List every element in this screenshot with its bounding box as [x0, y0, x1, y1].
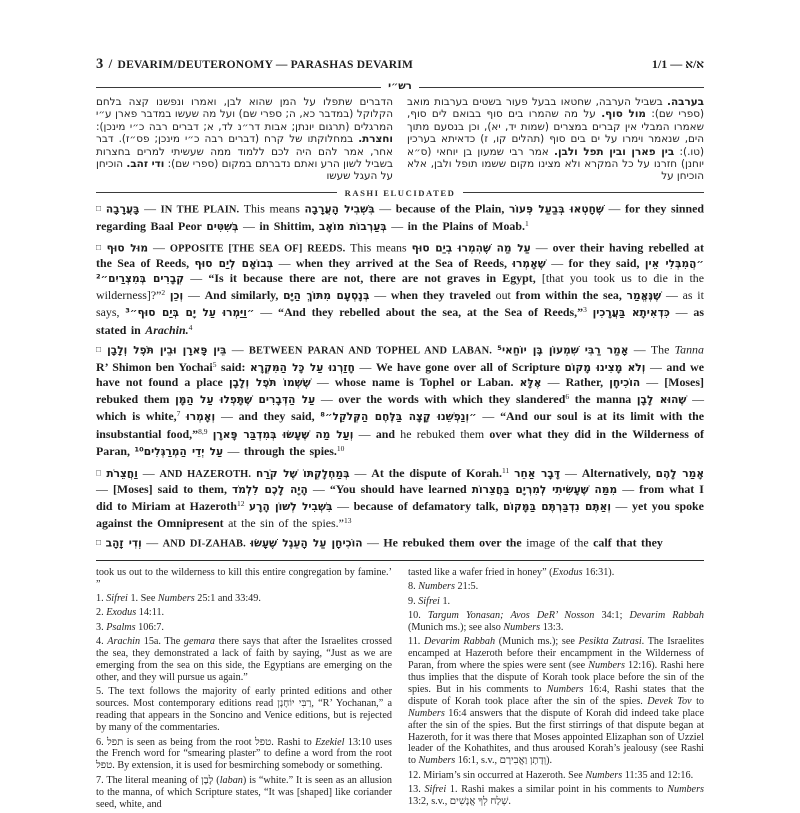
text-segment: —	[622, 481, 635, 496]
hebrew-text: אָמַר רַבִּי שִׁמְעוֹן בֶּן יוֹחַאי⁵	[497, 344, 629, 357]
text-segment: yet you spoke against the Omnipresent	[96, 498, 704, 531]
hebrew-text: אֶלָּא	[519, 377, 542, 390]
text-segment: —	[535, 240, 548, 255]
footnote: 8. Numbers 21:5.	[408, 581, 479, 593]
elucidation-paragraph	[96, 201, 704, 235]
text-segment: —	[692, 392, 704, 407]
parashah-title: PARASHAS DEVARIM	[290, 59, 414, 71]
footnote: took us out to the wilderness to kill this entire congregation by famine.’ ”	[96, 566, 392, 590]
text-segment: Rather,	[565, 375, 604, 390]
text-segment: —	[665, 288, 678, 303]
text-segment: This means	[243, 201, 300, 216]
footnote: tasted like a wafer fried in honey” (Exodus 16:31).	[408, 566, 615, 578]
text-segment: Tanna	[674, 342, 704, 357]
footnote: 4. Arachin 15a. The gemara there says that after the Israelites crossed the sea, they demonstrated a lack of faith by saying, “Just as we are emerging from the sea on this side, the Egyptians are emerging on the other, and they will pursue us again.”	[96, 636, 392, 683]
hebrew-text: וְאַתֶּם נִדְבַּרְתֶּם בַּמָּקוֹם	[502, 500, 611, 513]
text-segment: and	[375, 426, 395, 441]
text-segment: —	[227, 443, 240, 458]
rashi-hebrew-block	[96, 96, 704, 183]
footnote-reference: 3	[583, 305, 587, 315]
divider-line	[96, 87, 381, 88]
footnote-reference: 4	[188, 322, 193, 332]
text-segment: This means	[350, 240, 407, 255]
text-segment: —	[551, 256, 564, 271]
text-segment: when they arrived at the Sea of Reeds,	[295, 256, 508, 271]
footnote-reference: 13	[343, 516, 352, 526]
text-segment: as stated in	[96, 305, 704, 337]
text-segment: —	[146, 535, 159, 550]
text-segment: He rebuked them over the	[383, 535, 522, 550]
text-segment: —	[374, 288, 387, 303]
header-dash: —	[275, 59, 288, 71]
hebrew-text: בְּשִׁטִּים	[206, 221, 239, 234]
text-segment: —	[320, 392, 333, 407]
text-segment: in Shittim,	[259, 219, 315, 234]
paragraph-marker-icon: □	[96, 343, 102, 354]
text-segment: in the Plains of Moab.	[407, 219, 525, 234]
hebrew-text: בְּבוֹאָם לְיַם סוּף	[194, 258, 274, 271]
footnote: 1. Sifrei 1. See Numbers 25:1 and 33:49.	[96, 593, 261, 605]
text-segment: —	[391, 219, 404, 234]
hebrew-text: ״וַיַּמְרוּ עַל יָם בְּיַם סוּף״³	[125, 307, 255, 320]
text-segment: —	[359, 360, 372, 375]
hebrew-text: במחלוקתו של קרח (דברים רבה כ״י מינכן; פס״ז). דבר אחר, אמר להם היה לכם ללמוד ממה שעשיתי למרים בחצרות בשביל לשון הרע ואתם נדברתם במקום (ספרי שם):	[96, 133, 393, 171]
text-segment: image of the	[526, 535, 589, 550]
text-segment: from within the sea,	[515, 288, 622, 303]
footnote-column-right	[408, 567, 704, 813]
hebrew-text: וַחֲצֵרֹת	[106, 467, 138, 480]
divider-line	[419, 87, 704, 88]
footnote: 9. Sifrei 1.	[408, 595, 451, 607]
footnote-rule	[96, 560, 704, 561]
page-number: 3	[96, 56, 104, 72]
text-segment: OPPOSITE [THE SEA OF] REEDS.	[169, 243, 346, 255]
footnote-reference: 6	[565, 392, 570, 402]
text-segment: —	[220, 409, 233, 424]
elucidated-divider-label: RASHI ELUCIDATED	[344, 187, 456, 198]
text-segment: —	[354, 465, 367, 480]
footnote: 11. Devarim Rabbah (Munich ms.); see Pesikta Zutrasi. The Israelites encamped at Hazeroth before their encampment in the Wilderness of Paran, from where the spies were sent (see Numbers 12:16). Rashi here thus implies that the dispute of Korah took place before the sin of the spies. But in his comments to Numbers 16:4, Rashi states that the dispute of Korah took place after the sin of the spies. Devek Tov to Numbers 16:4 answers that the dispute of Korah did indeed take place after the sin of the spies. But the first stirrings of that dispute began at Hazeroth, for it was there that Moses appointed Elizaphan son of Uzziel leader of the Kohathites, and thus aroused Korah’s jealousy (see Rashi to Numbers 16:1, s.v., וְדָתָן וַאֲבִירָם).	[408, 636, 704, 767]
hebrew-text: בְּעַרְבוֹת מוֹאָב	[318, 221, 387, 234]
text-segment: —	[187, 288, 200, 303]
hebrew-text: מוּל סוּף	[106, 242, 149, 255]
text-segment: —	[358, 426, 371, 441]
hebrew-text: הוכיחן על העגל שעשו	[96, 158, 393, 183]
hebrew-text: חָזַרְנוּ עַל כָּל הַמִּקְרָא	[250, 362, 355, 375]
text-segment: [that you took us to die in the wilderness]?”	[96, 271, 704, 303]
text-segment: “Is it because there are not, there are not graves in Egypt,	[208, 271, 536, 286]
text-segment: at the sin of the spies.”	[228, 516, 344, 531]
hebrew-text: הָיָה לָכֶם לִלְמֹד	[232, 483, 308, 496]
hebrew-text: הוֹכִיחָן	[609, 377, 641, 390]
hebrew-text: בִּשְׁבִיל לְשׁוֹן הָרָע	[249, 500, 333, 513]
text-segment: —	[96, 481, 108, 496]
footnote-reference: 2	[161, 288, 166, 298]
footnote: 3. Psalms 106:7.	[96, 621, 164, 633]
footnote-reference: 8,9	[198, 426, 208, 436]
hebrew-text: על מה שהמרו בים סוף בבואם לים סוף, שאמרו המבלי אין קברים במצרים (שמות יד, יא), וכן בנסעם מתוך הים, שנאמר וימרו על ים בים סוף (תהלים קו, ז) כדאיתא בערכין (טו.):	[407, 108, 705, 158]
text-segment: —	[646, 375, 659, 390]
text-segment: The	[650, 342, 670, 357]
footnote: 12. Miriam’s sin occurred at Hazeroth. See Numbers 11:35 and 12:16.	[408, 769, 694, 781]
text-segment: “You should have learned	[329, 481, 467, 496]
hebrew-text: שֶׁהוּא לָבָן	[636, 394, 687, 407]
text-segment: —	[675, 305, 688, 320]
text-segment: —	[608, 201, 621, 216]
text-segment: because of defamatory talk,	[353, 498, 499, 513]
book-page	[96, 56, 704, 813]
text-segment: “And our soul is at its limit with the insubstantial food,”	[96, 409, 704, 441]
text-segment: —	[242, 219, 255, 234]
hebrew-text: בין פארן ובין תפל ולבן.	[554, 145, 675, 158]
hebrew-text: בְּמַחְלָקְתּוֹ שֶׁל קֹרַח	[256, 467, 350, 480]
text-segment: —	[615, 498, 628, 513]
text-segment: and they said,	[238, 409, 315, 424]
footnote: 7. The literal meaning of לָבָן (laban) is “white.” It is seen as an allusion to the manna, of which Scripture states, “It was [shaped] like coriander seed, white, and	[96, 774, 392, 810]
text-segment: for they sinned regarding Baal Peor	[96, 201, 704, 234]
footnote-reference: 11	[502, 465, 510, 475]
hebrew-text: אמר רבי שמעון בן יוחאי (ס״א יוחנן) חזרנו על כל המקרא ולא מצינו מקום ששמו תופל ולבן, אלא הוכיחן על	[407, 145, 704, 183]
text-segment: —	[144, 201, 156, 216]
footnote-column-left	[96, 567, 392, 813]
hebrew-text: הוֹכִיחָן עַל הָעֵגֶל שֶׁעָשׂוּ	[250, 537, 363, 550]
paragraph-marker-icon: □	[96, 202, 102, 213]
text-segment: —	[278, 256, 291, 271]
text-segment: —	[482, 409, 495, 424]
paragraph-marker-icon: □	[96, 537, 102, 548]
elucidation-paragraph	[96, 464, 704, 530]
text-segment: We have gone over all of Scripture	[375, 360, 560, 375]
divider-line	[463, 192, 704, 193]
text-segment: calf that they	[593, 535, 663, 550]
footnote: 10. Targum Yonasan; Avos DeR’ Nosson 34:1; Devarim Rabbah (Munich ms.); see also Numbers 13:3.	[408, 609, 704, 633]
hebrew-text: ״וְנַפְשֵׁנוּ קָצָה בַּלֶּחֶם הַקְּלֹקֵל״⁸	[320, 411, 477, 424]
rashi-column-left	[96, 96, 393, 183]
text-segment: “And they rebelled about the sea, at the Sea of Reeds,”	[278, 305, 584, 320]
hebrew-text: עַל יְדֵי הַמְרַגְּלִים¹⁰	[134, 445, 224, 458]
hebrew-text: בְּנָסְעָם מִתּוֹךְ הַיָּם	[283, 290, 370, 303]
text-segment: over their having rebelled at the Sea of Reeds,	[96, 240, 704, 271]
footnote: 5. The text follows the majority of early printed editions and other sources. Most contemporary editions read רַבִּי יוֹחָנָן, “R’ Yochanan,” a reading that appears in the Soncino and Venice editions, but is rejected by many of the commentaries.	[96, 686, 392, 734]
text-segment: IN THE PLAIN.	[160, 204, 240, 216]
text-segment: as it says,	[96, 288, 704, 320]
text-segment: —	[633, 342, 646, 357]
text-segment: —	[153, 240, 165, 255]
hebrew-text: וְאָמְרוּ	[186, 411, 216, 424]
hebrew-text: בֵּין פָּארָן וּבֵין תֹּפֶל וְלָבָן	[107, 344, 227, 357]
text-segment: he rebuked them	[400, 426, 485, 441]
text-segment: and we have not found a place	[96, 360, 705, 390]
text-segment: —	[312, 481, 325, 496]
text-segment: because of the Plain,	[395, 201, 505, 216]
book-title: DEVARIM/DEUTERONOMY	[117, 59, 273, 71]
hebrew-text: שֶׁשְּׁמוֹ תֹּפֶל וְלָבָן	[228, 377, 311, 390]
rashi-column-right	[407, 96, 704, 183]
hebrew-text: מִמַּה שֶּׁעָשִׂיתִי לְמִרְיָם בַּחֲצֵרוֹת	[471, 483, 618, 496]
hebrew-text: כִּדְאִיתָא בַּעֲרָכִין	[592, 307, 670, 320]
text-segment: —	[337, 498, 349, 513]
rashi-divider-label: רש״י	[388, 81, 412, 92]
text-segment: AND HAZEROTH.	[159, 468, 252, 480]
text-segment: [Moses] said to them,	[112, 481, 227, 496]
footnote: 2. Exodus 14:11.	[96, 607, 165, 619]
text-segment: through the spies.	[243, 443, 337, 458]
hebrew-text: בָּעֲרָבָה	[105, 203, 140, 216]
rashi-divider	[96, 82, 704, 92]
text-segment: which is white,	[96, 409, 177, 424]
text-segment: And similarly,	[204, 288, 279, 303]
text-segment: —	[649, 360, 662, 375]
hebrew-text: עַל הַדְּבָרִים שֶׁתָּפְלוּ עַל הַמָּן	[175, 394, 316, 407]
footnote: 6. תפל is seen as being from the root טפל. Rashi to Ezekiel 13:10 uses the French word for “smearing plaster” to define a word from the root טפל. By extension, it is used for besmirching somebody or something.	[96, 736, 392, 772]
hebrew-text: שֶׁאָמְרוּ	[512, 258, 546, 271]
elucidation-paragraph	[96, 342, 704, 459]
hebrew-text: אָמַר לָהֶם	[655, 467, 705, 480]
footnote-reference: 1	[524, 219, 529, 229]
text-segment: [Moses] rebuked them	[96, 375, 704, 407]
hebrew-text: וְכֵן	[169, 290, 184, 303]
page-header	[96, 56, 704, 73]
text-segment: Arachin.	[145, 322, 189, 337]
hebrew-text: הדברים שתפלו על המן שהוא לבן, ואמרו ונפשנו קצה בלחם הקלוקל (במדבר כא, ה; ספרי שם) ועל מה שעשו במדבר פארן ע״י המרגלים (תרגום יונתן; אבות דר״נ לד, א; דברים רבה כ״י מינכן):	[96, 96, 393, 133]
hebrew-text: וְלֹא מָצִינוּ מָקוֹם	[564, 362, 646, 375]
divider-line	[96, 192, 337, 193]
header-separator: /	[108, 56, 113, 71]
text-segment: —	[366, 535, 379, 550]
hebrew-text: בִּשְׁבִיל הָעֲרָבָה	[304, 203, 375, 216]
elucidation-paragraph	[96, 535, 704, 552]
folio-reference: 1/1 — א/א	[651, 57, 704, 71]
text-segment: the manna	[574, 392, 632, 407]
hebrew-text: וְעַל מַה שֶּׁעָשׂוּ בְּמִדְבַּר פָּארָן	[212, 428, 354, 441]
text-segment: —	[547, 375, 560, 390]
text-segment: —	[565, 465, 577, 480]
text-segment: said:	[221, 360, 246, 375]
hebrew-text: וחצרת.	[358, 133, 393, 146]
hebrew-text: וְדִי זָהָב	[105, 537, 142, 550]
hebrew-text: ודי זהב.	[126, 158, 165, 171]
footnotes-section	[96, 567, 704, 813]
elucidated-divider	[96, 188, 704, 198]
text-segment: over what they did in the Wilderness of Paran,	[96, 426, 704, 458]
footnote-reference: 7	[176, 409, 181, 419]
hebrew-text: שֶׁחָטְאוּ בְּבַעַל פְּעוֹר	[508, 203, 604, 216]
elucidation-paragraph	[96, 240, 704, 337]
hebrew-text: בשביל הערבה, שחטאו בבעל פעור בשטים בערבות מואב (ספרי שם):	[407, 96, 705, 121]
footnote-reference: 10	[336, 443, 345, 453]
text-segment: for they said,	[568, 256, 640, 271]
text-segment: —	[190, 271, 203, 286]
elucidation-section	[96, 201, 704, 552]
text-segment: —	[316, 375, 329, 390]
hebrew-text: שֶׁנֶּאֱמַר	[626, 290, 662, 303]
text-segment: over the words with which they slandered	[338, 392, 566, 407]
text-segment: —	[260, 305, 273, 320]
hebrew-text: בערבה.	[667, 96, 704, 108]
text-segment: Alternatively,	[581, 465, 651, 480]
text-segment: when they traveled	[390, 288, 491, 303]
hebrew-text: ״הֲמִבְּלִי אֵין קְבָרִים בְּמִצְרַיִם״²	[96, 258, 704, 286]
text-segment: —	[231, 342, 244, 357]
paragraph-marker-icon: □	[96, 467, 102, 478]
hebrew-text: דָּבָר אַחֵר	[514, 467, 561, 480]
text-segment: out	[495, 288, 511, 303]
hebrew-text: עַל מַה שֶּׁהִמְרוּ בְיַם סוּף	[411, 242, 531, 255]
text-segment: whose name is Tophel or Laban.	[334, 375, 514, 390]
text-segment: BETWEEN PARAN AND TOPHEL AND LABAN.	[248, 345, 493, 357]
hebrew-text: מול סוף.	[601, 108, 646, 121]
footnote-reference: 12	[236, 498, 245, 508]
page-header-title	[96, 56, 413, 73]
text-segment: AND DI-ZAHAB.	[162, 538, 246, 550]
paragraph-marker-icon: □	[96, 241, 102, 252]
footnote: 13. Sifrei 1. Rashi makes a similar point in his comments to Numbers 13:2, s.v., שְׁלַח לְךָ אֲנָשִׁים.	[408, 784, 705, 808]
text-segment: R’ Shimon ben Yochai	[96, 360, 213, 375]
footnote-reference: 5	[212, 360, 217, 370]
text-segment: —	[379, 201, 392, 216]
text-segment: from what I did to Miriam at Hazeroth	[96, 481, 704, 513]
text-segment: At the dispute of Korah.	[371, 465, 502, 480]
text-segment: —	[142, 465, 155, 480]
